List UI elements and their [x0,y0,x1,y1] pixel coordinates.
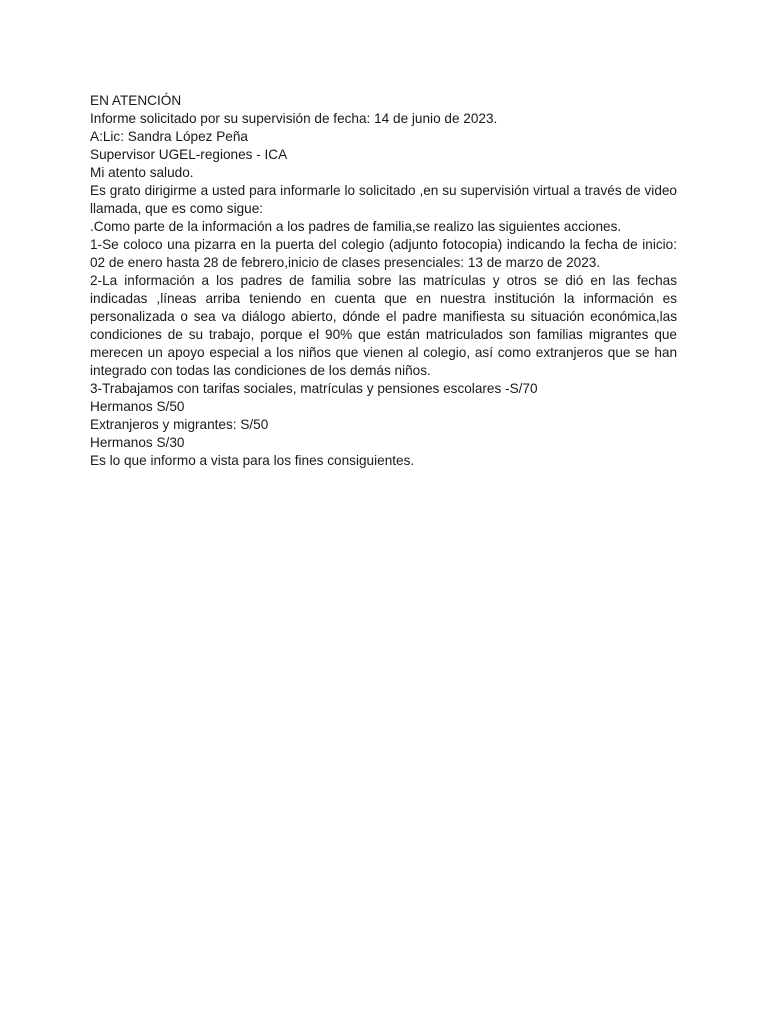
document-body [90,92,677,470]
paragraph-item-2: 2-La información a los padres de familia sobre las matrículas y otros se dió en las fechas indicadas ,líneas arriba teniendo en cuenta que en nuestra institución la información es personalizada o sea va diálogo abierto, dónde el padre manifiesta su situación económica,las condiciones de su trabajo, porque el 90% que están matriculados son familias migrantes que merecen un apoyo especial a los niños que vienen al colegio, así como extranjeros que se han integrado con todas las condiciones de los demás niños. [90,273,677,378]
paragraph-item-3: 3-Trabajamos con tarifas sociales, matrículas y pensiones escolares -S/70 [90,381,538,396]
fee-siblings-1: Hermanos S/50 [90,399,185,414]
document-title: EN ATENCIÓN [90,93,182,108]
paragraph-actions-intro: .Como parte de la información a los padres de familia,se realizo las siguientes acciones. [90,219,622,234]
fee-siblings-2: Hermanos S/30 [90,435,185,450]
greeting-line: Mi atento saludo. [90,165,194,180]
intro-line: Informe solicitado por su supervisión de fecha: 14 de junio de 2023. [90,111,498,126]
position-line: Supervisor UGEL-regiones - ICA [90,147,288,162]
fee-foreigners: Extranjeros y migrantes: S/50 [90,417,269,432]
addressee-line: A:Lic: Sandra López Peña [90,129,248,144]
paragraph-request: Es grato dirigirme a usted para informarle lo solicitado ,en su supervisión virtual a través de video llamada, que es como sigue: [90,183,677,216]
closing-line: Es lo que informo a vista para los fines consiguientes. [90,453,415,468]
paragraph-item-1: 1-Se coloco una pizarra en la puerta del colegio (adjunto fotocopia) indicando la fecha de inicio: 02 de enero hasta 28 de febrero,inicio de clases presenciales: 13 de marzo de 2023. [90,237,677,270]
